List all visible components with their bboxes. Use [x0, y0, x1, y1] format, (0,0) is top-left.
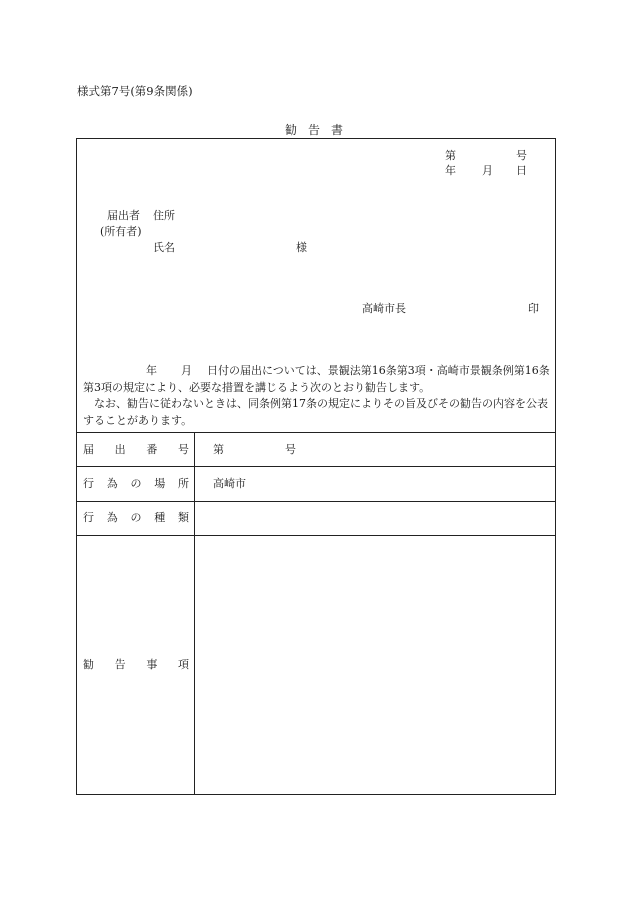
row-label-action-location	[83, 478, 189, 489]
table-column-divider	[194, 432, 195, 795]
body-paragraph-2	[83, 395, 553, 429]
label-char: 為	[106, 477, 118, 490]
date-month-label: 月	[482, 164, 493, 177]
label-char: 行	[83, 477, 94, 490]
name-label: 氏名	[153, 241, 175, 254]
notification-number-suffix: 号	[285, 443, 296, 456]
label-char: 種	[154, 511, 166, 524]
form-number: 様式第7号(第9条関係)	[77, 84, 193, 98]
label-char: 勧	[83, 658, 94, 671]
date-day-label: 日	[516, 164, 527, 177]
body-paragraph-1-text: 日付の届出については、景観法第16条第3項・高崎市景観条例第16条第3項の規定により、必要な措置を講じるよう次のとおり勧告します。	[83, 364, 550, 394]
label-char: 項	[177, 658, 189, 671]
date-year-label: 年	[445, 164, 456, 177]
seal-mark: 印	[528, 302, 539, 315]
label-char: 所	[178, 477, 189, 490]
doc-number-prefix: 第	[445, 149, 456, 162]
issuer-name: 高崎市長	[362, 302, 406, 315]
label-char: 事	[146, 658, 158, 671]
table-rule-3	[76, 501, 556, 502]
label-char: の	[130, 477, 142, 490]
notifier-label: 届出者	[107, 209, 140, 222]
address-label: 住所	[153, 209, 175, 222]
label-char: 番	[146, 443, 158, 456]
label-char: 届	[83, 443, 94, 456]
label-char: 告	[114, 658, 126, 671]
honorific: 様	[296, 241, 307, 254]
action-location-value: 高崎市	[213, 477, 246, 490]
doc-number-suffix: 号	[516, 149, 527, 162]
body-paragraph-2-text: なお、勧告に従わないときは、同条例第17条の規定によりその旨及びその勧告の内容を公表することがあります。	[83, 397, 548, 427]
row-label-action-type	[83, 512, 189, 523]
table-rule-top	[76, 432, 556, 433]
body-paragraph-1	[83, 362, 553, 396]
label-char: 類	[178, 511, 189, 524]
body-date-month: 月	[181, 364, 192, 377]
table-rule-4	[76, 535, 556, 536]
document-title: 勧告書	[285, 123, 355, 137]
body-date-year: 年	[146, 364, 157, 377]
notification-number-prefix: 第	[213, 443, 224, 456]
table-rule-2	[76, 466, 556, 467]
label-char: 行	[83, 511, 94, 524]
label-char: 場	[154, 477, 166, 490]
label-char: の	[130, 511, 142, 524]
row-label-notification-number	[83, 444, 189, 455]
label-char: 為	[106, 511, 118, 524]
owner-label: (所有者)	[100, 225, 142, 238]
label-char: 号	[177, 443, 189, 456]
row-label-recommendation-items	[83, 659, 189, 670]
label-char: 出	[114, 443, 126, 456]
